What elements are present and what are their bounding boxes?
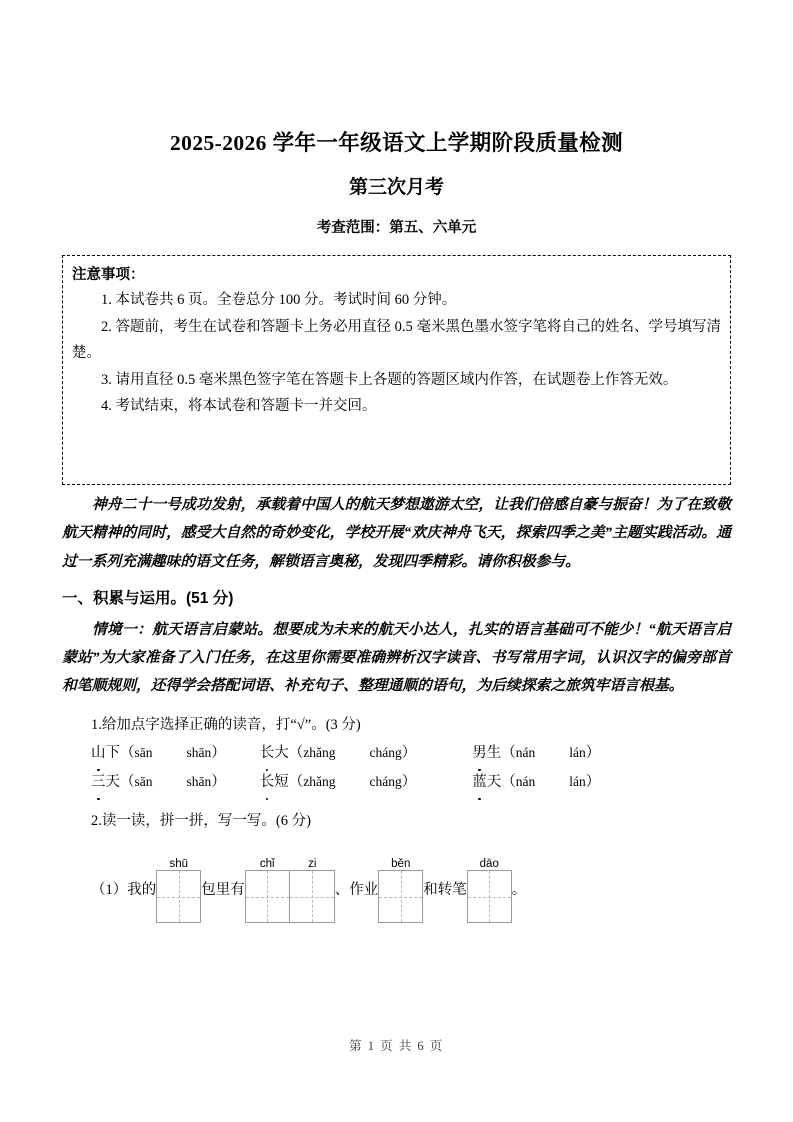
- notice-heading: 注意事项：: [72, 266, 145, 283]
- question-2-prompt: 2.读一读，拼一拼，写一写。(6 分): [91, 813, 311, 830]
- tianzige-group-2: [245, 853, 335, 923]
- word-rest: 天: [486, 774, 502, 791]
- paren-close: ）: [585, 774, 601, 791]
- question-2-text-segment: 。: [511, 881, 527, 898]
- tianzige-group-3: [378, 853, 423, 923]
- pinyin-option[interactable]: cháng: [369, 774, 402, 790]
- word-rest: 下: [105, 745, 120, 762]
- choice-word: [260, 739, 416, 768]
- pinyin-option[interactable]: lán: [569, 774, 586, 790]
- tianzige-group-4: [467, 853, 512, 923]
- notice-item: 2. 答题前，考生在试卷和答题卡上务必用直径 0.5 毫米黑色墨水签字笔将自己的姓名、学号填写清楚。: [72, 318, 721, 362]
- word-rest: 大: [274, 745, 289, 762]
- paren-open: （: [120, 774, 135, 791]
- pinyin-label-row: [156, 853, 201, 870]
- paren-open: （: [501, 745, 516, 762]
- pinyin-option[interactable]: sān: [134, 774, 153, 790]
- choice-word: [91, 739, 226, 768]
- paren-open: （: [288, 745, 304, 762]
- section-heading-one: 一、积累与运用。(51 分): [62, 590, 234, 608]
- pinyin-label-row: [378, 853, 423, 870]
- tianzige-cells: [156, 870, 201, 923]
- choice-word: [91, 768, 226, 797]
- paren-close: ）: [211, 774, 226, 791]
- dotted-char: 三: [91, 768, 106, 797]
- page-footer: 第 1 页 共 6 页: [349, 1039, 444, 1053]
- question-2-text-segment: 包里有: [201, 881, 245, 898]
- pinyin-label-row: [467, 853, 512, 870]
- pinyin-label: zi: [308, 857, 317, 870]
- tianzige-cell[interactable]: [467, 870, 512, 923]
- dotted-char: 长: [260, 768, 275, 797]
- notice-item: 1. 本试卷共 6 页。全卷总分 100 分。考试时间 60 分钟。: [101, 292, 457, 309]
- dotted-char: 蓝: [472, 768, 487, 797]
- notice-item: 4. 考试结束，将本试卷和答题卡一并交回。: [101, 397, 377, 414]
- notice-box: [62, 255, 731, 485]
- question-2-text-segment: 和转笔: [423, 881, 467, 898]
- exam-scope: 考查范围：第五、六单元: [316, 219, 477, 236]
- tianzige-cell[interactable]: [290, 870, 335, 923]
- pinyin-option[interactable]: zhǎng: [303, 774, 336, 790]
- word-rest: 短: [274, 774, 289, 791]
- pinyin-label: dāo: [479, 857, 499, 870]
- dotted-char: 长: [260, 739, 275, 768]
- pinyin-label: chǐ: [259, 857, 275, 870]
- tianzige-cell[interactable]: [245, 870, 290, 923]
- paren-close: ）: [401, 774, 417, 791]
- notice-item: 3. 请用直径 0.5 毫米黑色签字笔在答题卡上各题的答题区域内作答，在试题卷上作答无效。: [101, 371, 678, 388]
- page-subtitle: 第三次月考: [348, 176, 444, 198]
- tianzige-cell[interactable]: [156, 870, 201, 923]
- choice-word: [260, 768, 416, 797]
- paren-close: ）: [211, 745, 226, 762]
- pinyin-option[interactable]: cháng: [369, 745, 402, 761]
- intro-paragraph: 神舟二十一号成功发射，承载着中国人的航天梦想遨游太空，让我们倍感自豪与振奋！为了在致敬航天精神的同时，感受大自然的奇妙变化，学校开展“欢庆神舟飞天，探索四季之美”主题实践活动。通过一系列充满趣味的语文任务，解锁语言奥秘，发现四季精彩。请你积极参与。: [62, 496, 731, 570]
- pinyin-option[interactable]: nán: [515, 774, 536, 790]
- paren-close: ）: [401, 745, 417, 762]
- tianzige-cells: [378, 870, 423, 923]
- dotted-char: 山: [91, 739, 106, 768]
- choice-word: [472, 768, 600, 797]
- question-2-answer-row: [62, 851, 731, 923]
- pinyin-label-row: [245, 853, 335, 870]
- paren-open: （: [501, 774, 516, 791]
- question-1-row: [62, 739, 731, 768]
- question-2-text-segment: 我的: [127, 881, 157, 898]
- pinyin-label: běn: [391, 857, 411, 870]
- pinyin-option[interactable]: lán: [569, 745, 586, 761]
- pinyin-option[interactable]: shān: [186, 745, 212, 761]
- page-title: 2025-2026 学年一年级语文上学期阶段质量检测: [170, 131, 623, 155]
- paren-close: ）: [585, 745, 601, 762]
- tianzige-cells: [245, 870, 335, 923]
- question-2-text-segment: 、作业: [334, 881, 379, 898]
- word-rest: 天: [105, 774, 120, 791]
- tianzige-cells: [467, 870, 512, 923]
- word-rest: 生: [486, 745, 502, 762]
- question-1-prompt: 1.给加点字选择正确的读音，打“√”。(3 分): [91, 716, 361, 733]
- question-2-item-label: （1）: [91, 881, 128, 898]
- question-1-row: [62, 768, 731, 797]
- scenario-paragraph: 情境一：航天语言启蒙站。想要成为未来的航天小达人，扎实的语言基础可不能少！“航天语言启蒙站”为大家准备了入门任务，在这里你需要准确辨析汉字读音、书写常用字词，认识汉字的偏旁部首和笔顺规则，还得学会搭配词语、补充句子、整理通顺的语句，为后续探索之旅筑牢语言根基。: [62, 621, 731, 695]
- tianzige-cell[interactable]: [378, 870, 423, 923]
- paren-open: （: [288, 774, 304, 791]
- tianzige-group-1: [156, 853, 201, 923]
- pinyin-option[interactable]: nán: [515, 745, 536, 761]
- paren-open: （: [120, 745, 135, 762]
- pinyin-option[interactable]: sān: [134, 745, 153, 761]
- pinyin-label: shū: [169, 857, 189, 870]
- pinyin-option[interactable]: shān: [186, 774, 212, 790]
- dotted-char: 男: [472, 739, 487, 768]
- choice-word: [472, 739, 600, 768]
- pinyin-option[interactable]: zhǎng: [303, 745, 336, 761]
